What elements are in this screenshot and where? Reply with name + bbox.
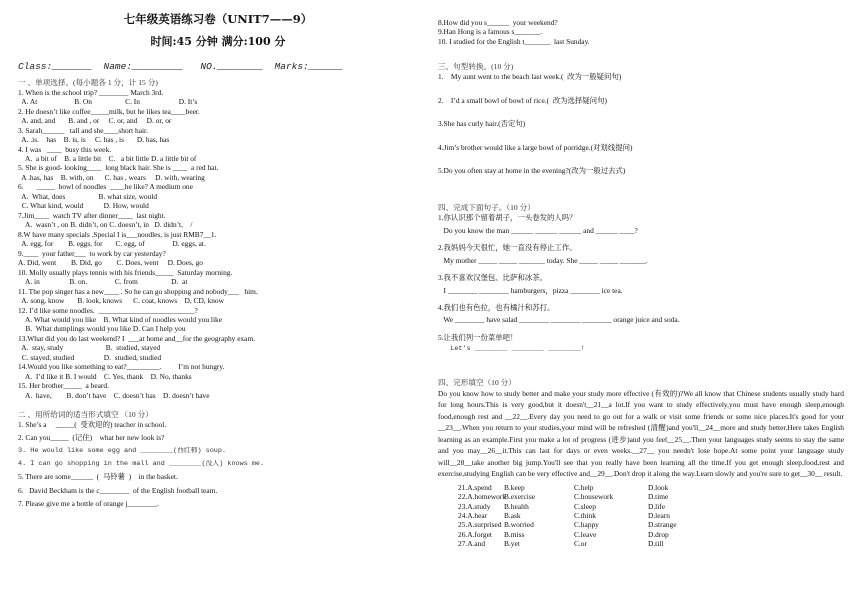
question-line: 15. Her brother_____ a beard. <box>18 381 109 391</box>
question-line: 5. She is good- looking____ long black hair. She is ____ a red hat. <box>18 163 219 173</box>
cloze-option-row <box>438 530 844 539</box>
cloze-option-row <box>438 483 844 492</box>
question-line: 4.我们也有色拉，也有橘汁和苏打。 <box>438 303 555 312</box>
question-line: C. stayed, studied D. studied, studied <box>18 352 162 362</box>
question-line: 5.Do you often stay at home in the evening?(改为一般过去式) <box>438 166 626 175</box>
cloze-option: D.life <box>648 501 666 511</box>
question-line: 3.我不喜欢汉堡包、比萨和冰茶。 <box>438 273 548 283</box>
question-line: 14.Would you like something to eat?_________. I’m not hungry. <box>18 362 225 372</box>
question-line: 3.She has curly hair.(否定句) <box>438 119 526 129</box>
cloze-option: B.keep <box>504 482 525 492</box>
cloze-option: B.yet <box>504 539 520 549</box>
question-line: 3. Sarah______ tall and she____short hair. <box>18 125 148 135</box>
cloze-option: B.health <box>504 501 529 511</box>
question-line: 2. Can you_____ (记住) what her new look is? <box>18 433 165 443</box>
question-line: 8.W have many specials .Special I is___noodles, is just RMB7__1. <box>18 229 217 239</box>
question-line: 11. The pop singer has a new____ . So he can go shopping and nobody___ him. <box>18 286 258 296</box>
cloze-option-row <box>438 502 844 511</box>
part2-questions-right <box>438 18 844 46</box>
question-line: A. have, B. don’t have C. doesn’t has D. doesn’t have <box>18 390 210 400</box>
question-line: A. I’d like it B. I would C. Yes, thank D. No, thanks <box>18 371 192 381</box>
cloze-option: 25.A.surprised <box>458 520 502 530</box>
cloze-option-row <box>438 511 844 520</box>
question-line: A. What, does B. what size, would <box>18 191 158 201</box>
question-line: A. wasn’t , on B. didn’t, on C. doesn’t, in D. didn’t, / <box>18 220 193 230</box>
question-line: A. What would you like B. What kind of noodles would you like <box>18 314 222 324</box>
question-line: 7. Please give me a bottle of orange j________. <box>18 499 159 509</box>
cloze-option: 26.A.forget <box>458 529 492 539</box>
part4-heading: 四、完成下面句子。（10 分） <box>438 203 535 213</box>
part5-heading: 四、完形填空（10 分） <box>438 378 516 388</box>
left-column <box>18 0 418 513</box>
question-line: A. egg, for B. eggs, for C. egg, of D. eggs, at. <box>18 239 206 249</box>
question-line: 9.____ your father___ to work by car yesterday? <box>18 248 166 258</box>
cloze-option: C.leave <box>574 529 597 539</box>
part2-heading: 二 、用所给词的适当形式填空 （10 分） <box>18 410 153 420</box>
question-line: 10. Molly usually plays tennis with his friends_____ Saturday morning. <box>18 267 233 277</box>
cloze-option: C.help <box>574 482 594 492</box>
question-line: 13.What did you do last weekend? I ___at home and__for the geography exam. <box>18 333 256 343</box>
question-line: We ________ have salad ________ ________ ________ orange juice and soda. <box>438 315 680 325</box>
cloze-option-row <box>438 520 844 529</box>
cloze-option: C.housework <box>574 492 614 502</box>
part1-questions <box>18 88 418 400</box>
question-line: 6. _____ bowl of noodles ____he like? A medium one <box>18 182 193 192</box>
cloze-option: C.or <box>574 539 587 549</box>
question-line: 4.Jim’s brother would like a large bowl of porridge.(对划线提问) <box>438 142 633 152</box>
question-line: 7.Jim____ watch TV after dinner____ last night. <box>18 210 166 220</box>
question-line: 5. There are some______ ( 马铃薯 ) in the basket. <box>18 472 178 482</box>
question-line: B. What dumplings would you like D. Can I help you <box>18 324 186 334</box>
question-line: A. a bit of B. a little bit C. a bit little D. a little bit of <box>18 154 197 163</box>
cloze-option: 21.A.spend <box>458 482 492 492</box>
question-line: A. in B. on. C. from D. at <box>18 277 188 287</box>
time-score-line: 时间:45 分钟 满分:100 分 <box>150 35 286 48</box>
question-line: 4. I can go shopping in the mall and ________(没人) knows me. <box>18 459 265 468</box>
question-line: 1. When is the school trip? ________ March 3rd. <box>18 87 164 97</box>
question-line: 2.我妈妈今天很忙，她一直没有停止工作。 <box>438 243 577 253</box>
question-line: 1. My aunt went to the beach last week.( 改为一般疑问句) <box>438 72 622 82</box>
question-line: A. and, and B. and , or C. or, and D. or, or <box>18 116 172 126</box>
question-line: 1.你认识那个留着胡子，一头卷发的人吗？ <box>438 213 577 223</box>
question-line: A. At B. On C. In D. It’s <box>18 97 198 107</box>
cloze-option-row <box>438 492 844 501</box>
cloze-option: B.miss <box>504 529 525 539</box>
question-line: 2. He doesn’t like coffee_____milk, but he likes tea____beer. <box>18 106 200 116</box>
cloze-option: D.learn <box>648 510 670 520</box>
cloze-option: D.drop <box>648 529 669 539</box>
cloze-option: D.till <box>648 539 664 549</box>
question-line: 3. He would like some egg and ________(西红柿) soup. <box>18 446 227 455</box>
cloze-option: C.happy <box>574 520 599 530</box>
cloze-option: C.think <box>574 510 596 520</box>
cloze-option: D.strange <box>648 520 677 530</box>
cloze-option: B.exercise <box>504 492 535 502</box>
question-line: 9.Han Hong is a famous s_______. <box>438 27 543 37</box>
question-line: 4. I was ____ busy this week. <box>18 144 111 154</box>
question-line: 8.How did you s______ your weekend? <box>438 18 558 27</box>
question-line: 10. I studied for the English t_______ last Sunday. <box>438 36 590 46</box>
right-column <box>438 0 844 549</box>
question-line: 6. David Beckham is the c________ of the English football team. <box>18 485 218 495</box>
cloze-option: 24.A.hear <box>458 510 488 520</box>
cloze-option: 27.A.and <box>458 539 486 549</box>
part1-heading: 一 、单项选择。(每小题各 1 分，计 15 分) <box>18 78 158 87</box>
part3-heading: 三、句型转换。(10 分) <box>438 62 514 72</box>
page-title: 七年级英语练习卷（UNIT7——9） <box>123 12 313 26</box>
part3-questions <box>438 72 844 175</box>
cloze-option: B.ask <box>504 510 521 520</box>
question-line: 5.让我们列一份菜单吧！ <box>438 332 518 342</box>
cloze-passage: Do you know how to study better and make your study more effective (有效的)?We all know that Chinese students usually study hard for long hours.This is very good,but it doesn't__21__a lot.If you want to study effectively,you must have enough sleep,enough food,enough rest and __22__.Every day you need to go out for a walk or visit some friends or some nice places.It's good for your __23__.When you return to your studies,your mind will be refreshed (清醒)and you'll__24__more and study better.Here takes English learning as an example.First you make a lot of progress (进步)and you feel__25__.Then your languages study seems to stay the same and you may__26__it.This can last for days or even weeks.__27__ you needn't lose hope.At some point your language study will__28__take another big jump.You'll see that you really have been learning all the time.If you get enough sleep,food,rest and exercise,studying English can be very effective and__29__.Don't drop it along the way.Learn slowly and you're sure to get__30__ result. <box>438 388 844 479</box>
cloze-option: B.worried <box>504 520 534 530</box>
question-line: A. .is. has B. is, is C. has , is D. has, has <box>18 135 170 145</box>
question-line: 12. I’d like some noodles. __________________________? <box>18 305 198 315</box>
question-line: 1. She’s a _____( 受欢迎的) teacher in school. <box>18 419 167 429</box>
part2-questions-left <box>18 420 418 509</box>
cloze-option: D.time <box>648 492 669 502</box>
question-line: My mother _____ _____ _______ today. She _____ _____ _______. <box>438 255 648 265</box>
cloze-option-row <box>438 539 844 548</box>
question-line: C. What kind, would D. How, would <box>18 201 149 211</box>
question-line: A .has, has B. with, on C. has , wears D. with, wearing <box>18 172 205 182</box>
question-line: Do you know the man ______ ______ ______ and ______ ____? <box>438 225 638 235</box>
part4-questions <box>438 213 844 354</box>
student-info-line: Class:_______ Name:_________ NO.________ Marks:______ <box>18 61 343 72</box>
question-line: 2. I’d a small bowl of bowl of rice.( 改为选择疑问句) <box>438 95 607 105</box>
question-line: A. Did, went B. Did, go C. Does, went D. Does, go <box>18 258 203 268</box>
question-line: Let’s ________ ________ ________! <box>438 345 585 354</box>
cloze-option: C.sleep <box>574 501 596 511</box>
cloze-option: 23.A.study <box>458 501 491 511</box>
cloze-options <box>438 483 844 549</box>
question-line: A. stay, study B. studied, stayed <box>18 343 161 353</box>
cloze-option: 22.A.homework <box>458 492 507 502</box>
cloze-option: D.look <box>648 482 669 492</box>
question-line: I ________ ________ hamburgers，pizza ________ ice tea. <box>438 285 623 295</box>
question-line: A. song, know B. look, knows C. coat, knows D, CD, know <box>18 296 224 306</box>
